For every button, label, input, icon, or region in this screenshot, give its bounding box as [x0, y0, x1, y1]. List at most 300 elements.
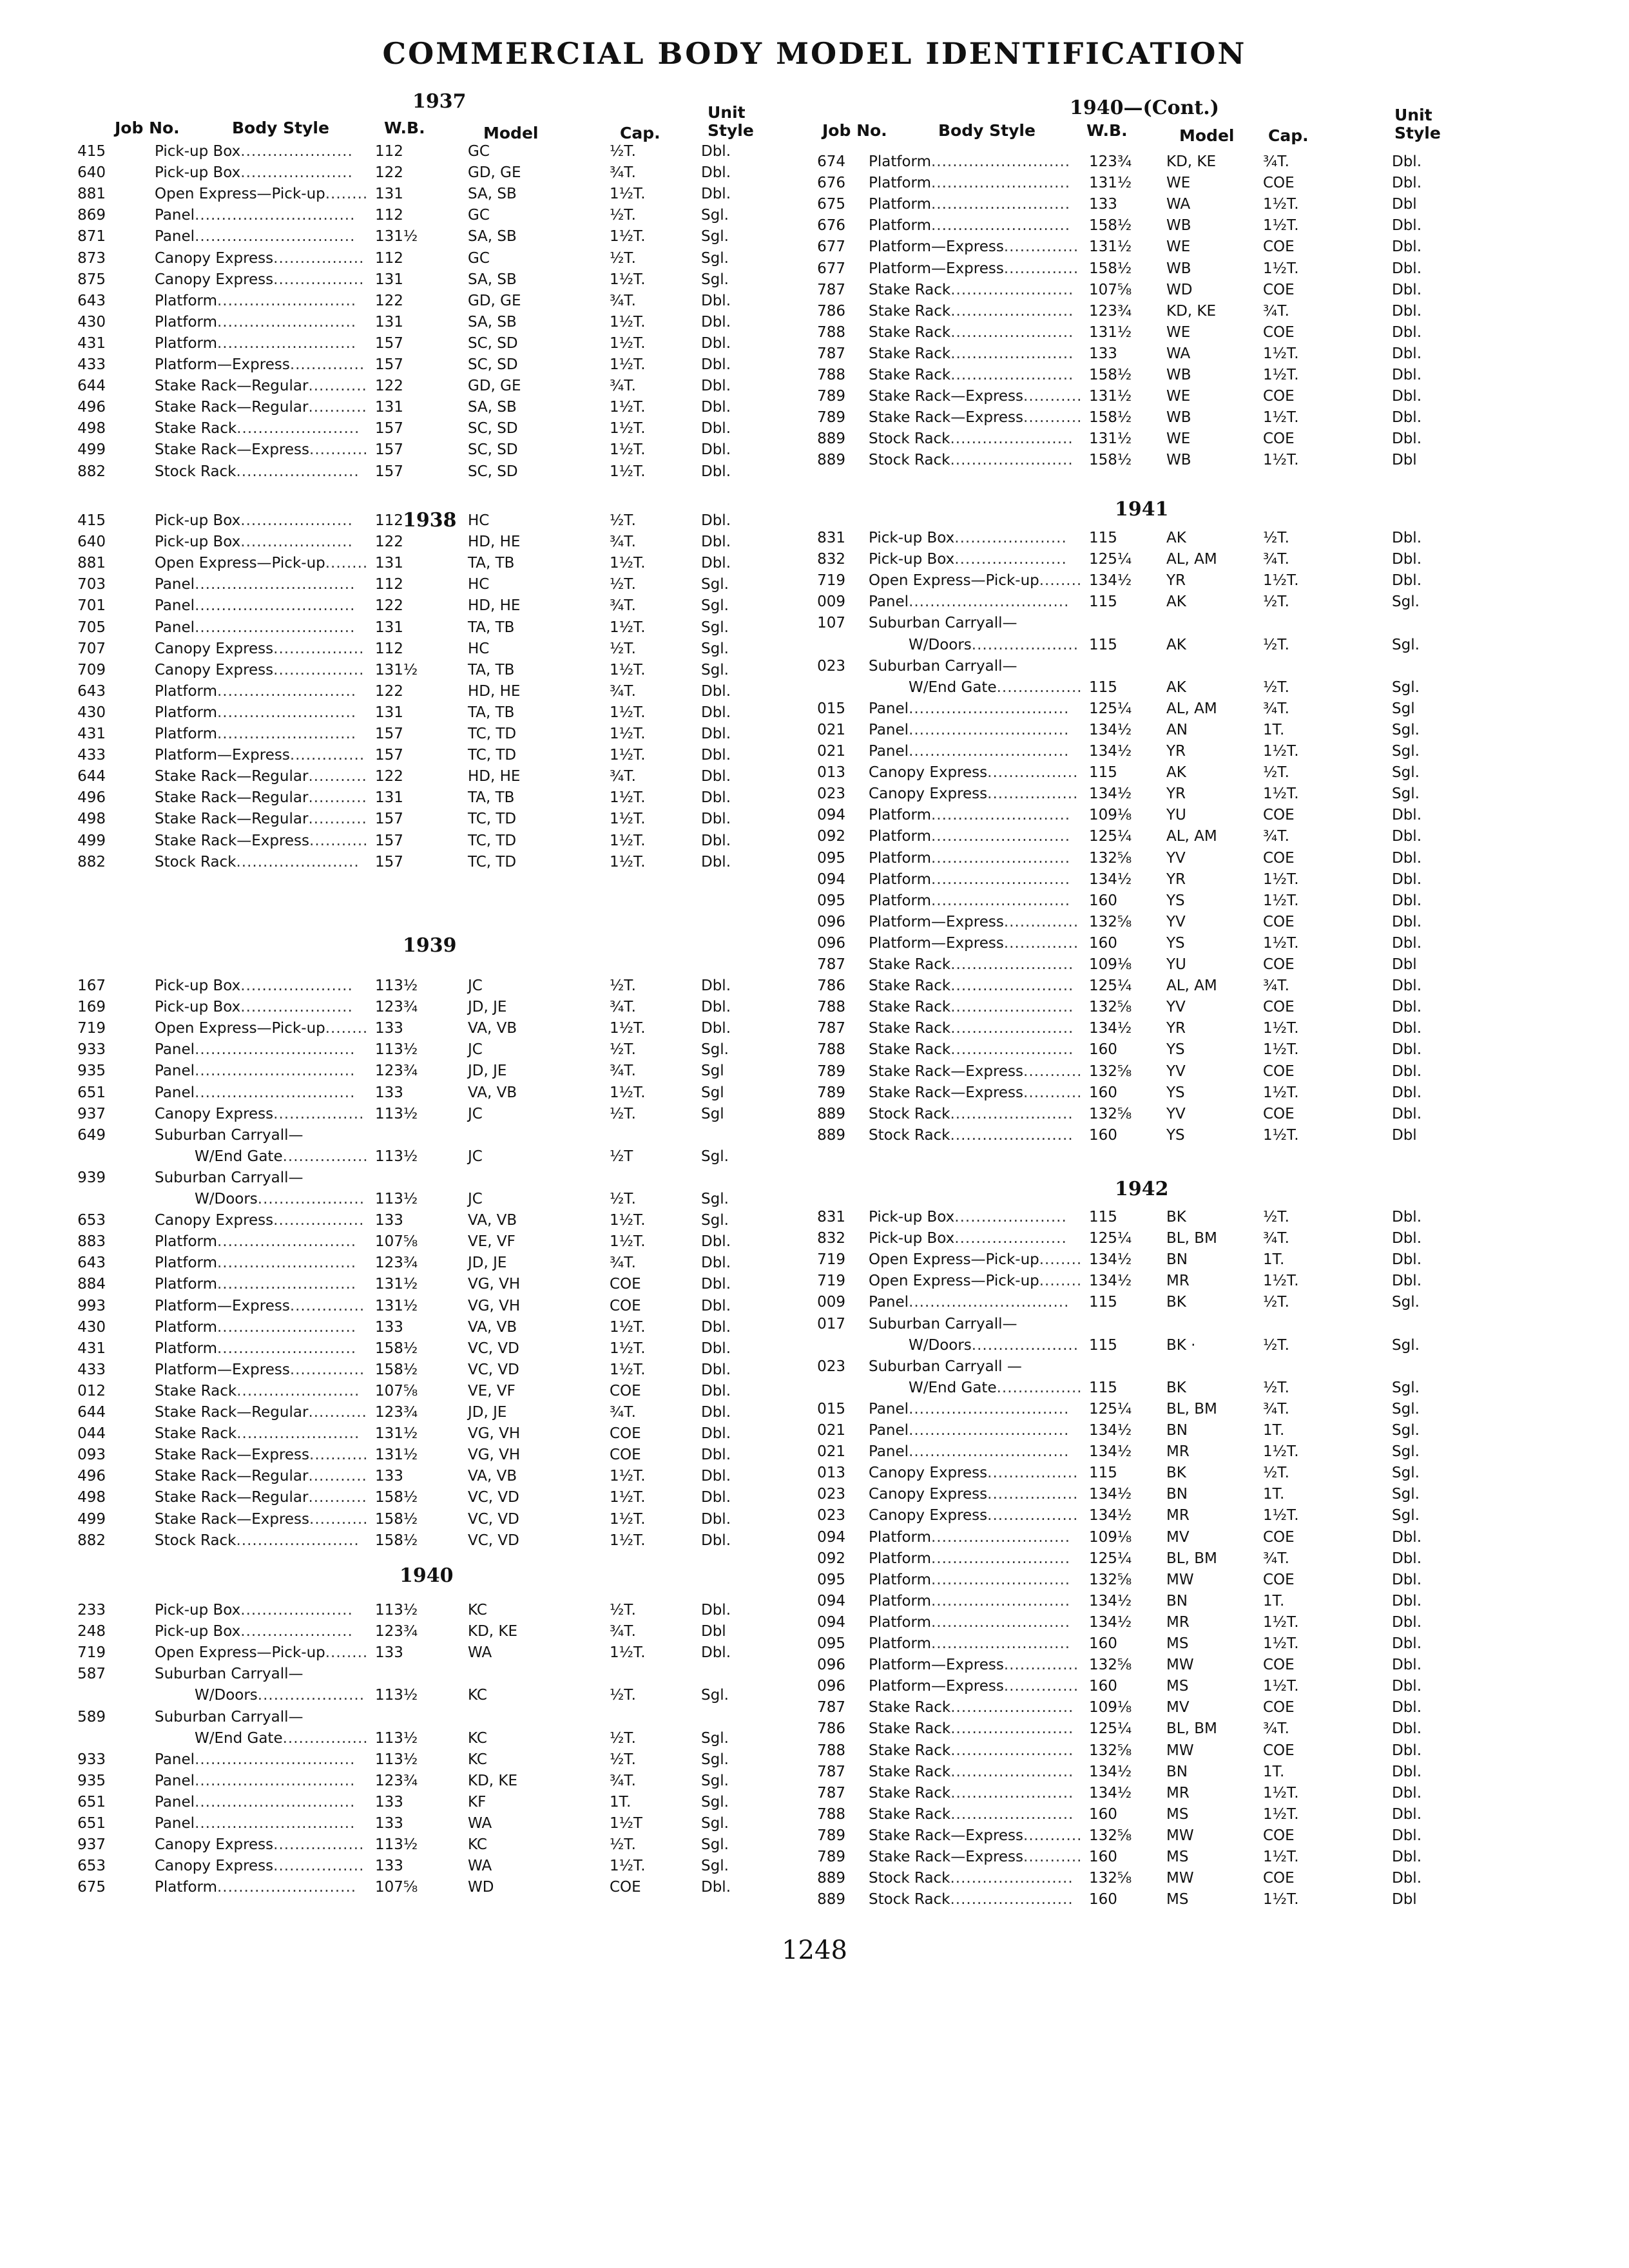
capacity: COE	[1263, 1699, 1295, 1716]
job-number: 496	[77, 399, 106, 416]
model-code: VA, VB	[468, 1468, 517, 1485]
leader-dots: ...........	[309, 1510, 369, 1528]
wheelbase: 158½	[375, 1340, 418, 1357]
model-code: AK	[1166, 593, 1186, 611]
capacity: COE	[1263, 1062, 1295, 1080]
leader-dots: ..........................	[217, 1254, 357, 1272]
body-style-text: Canopy Express	[155, 640, 274, 657]
model-code: SC, SD	[468, 463, 518, 480]
body-style	[869, 551, 1089, 568]
model-code: VC, VD	[468, 1340, 519, 1357]
capacity: ½T.	[1263, 1465, 1289, 1482]
body-style	[155, 1404, 375, 1421]
body-style-text: Panel	[869, 1294, 909, 1311]
body-style-text: Platform	[155, 334, 217, 352]
body-style	[155, 1041, 375, 1058]
unit-style: Dbl.	[701, 463, 731, 480]
leader-dots: .....................	[240, 512, 353, 529]
capacity: 1½T.	[610, 726, 646, 742]
body-style-text: Stake Rack	[869, 977, 951, 995]
body-style-text: Pick-up Box	[155, 533, 241, 551]
unit-style: Dbl.	[1392, 551, 1422, 568]
capacity: ¾T.	[1263, 551, 1289, 568]
job-number: 701	[77, 597, 106, 615]
job-number: 023	[817, 1486, 845, 1503]
body-style	[869, 1571, 1089, 1588]
capacity: 1½T.	[610, 441, 646, 459]
body-style-text: Stock Rack	[869, 452, 950, 469]
leader-dots: .......................	[236, 1382, 360, 1399]
job-number: 789	[817, 1062, 845, 1080]
model-code: GC	[468, 207, 490, 224]
body-style-text: Open Express—Pick-up	[869, 1251, 1039, 1269]
body-style-text: Panel	[155, 576, 195, 593]
unit-style: Sgl.	[1392, 1422, 1420, 1439]
body-style-text: Stock Rack	[155, 1532, 236, 1549]
body-style-text: Pick-up Box	[869, 551, 955, 568]
leader-dots: .....................	[240, 1602, 353, 1619]
model-code: MS	[1166, 1678, 1189, 1695]
unit-style: Dbl.	[701, 1404, 731, 1421]
leader-dots: ................	[282, 1729, 369, 1747]
unit-style: Sgl.	[701, 619, 729, 636]
unit-style: Dbl.	[1392, 430, 1422, 448]
leader-dots: ..........................	[931, 849, 1071, 867]
wheelbase: 157	[375, 463, 403, 480]
body-style	[155, 726, 375, 742]
body-style	[869, 658, 1089, 675]
job-number: 889	[817, 1870, 845, 1887]
body-style	[155, 747, 375, 764]
capacity: 1½T.	[610, 463, 646, 480]
body-style-text: Stock Rack	[869, 1126, 950, 1144]
capacity: COE	[610, 1382, 641, 1399]
unit-style: Sgl	[701, 1062, 724, 1080]
wheelbase: 131	[375, 313, 403, 331]
job-number: 873	[77, 249, 106, 267]
capacity: COE	[1263, 281, 1295, 298]
job-number: 719	[77, 1020, 106, 1037]
capacity: 1½T.	[1263, 892, 1299, 909]
wheelbase: 131½	[1089, 238, 1132, 256]
job-number: 093	[77, 1446, 106, 1464]
unit-style: Dbl.	[1392, 807, 1422, 824]
capacity: ½T.	[610, 207, 636, 224]
body-style	[869, 1550, 1089, 1567]
unit-style: Dbl.	[701, 313, 731, 331]
leader-dots: .......................	[950, 1891, 1074, 1908]
job-number: 095	[817, 849, 845, 867]
left-header-job: Job No.	[115, 119, 180, 137]
unit-style: Dbl.	[1392, 999, 1422, 1016]
unit-style: Dbl.	[1392, 530, 1422, 546]
body-style-text: Pick-up Box	[155, 1602, 241, 1619]
body-style-text: Stake Rack	[155, 420, 237, 437]
job-number: 677	[817, 260, 845, 277]
capacity: COE	[1263, 1105, 1295, 1122]
leader-dots: ........	[1039, 572, 1083, 590]
leader-dots: ...........	[308, 399, 367, 416]
unit-style: Dbl.	[701, 832, 731, 849]
body-style-text: Stake Rack—Express	[869, 409, 1024, 427]
wheelbase: 113½	[375, 977, 418, 994]
model-code: YS	[1166, 1041, 1185, 1059]
body-style-text: Panel	[869, 721, 909, 738]
job-number: 092	[817, 828, 845, 845]
model-code: VG, VH	[468, 1276, 521, 1293]
job-number: 937	[77, 1105, 106, 1122]
body-style	[155, 533, 375, 550]
body-style-text: Platform—Express	[869, 238, 1004, 256]
wheelbase: 131½	[1089, 430, 1132, 448]
unit-style: Dbl.	[1392, 1827, 1422, 1844]
unit-style: Sgl.	[701, 1836, 729, 1854]
job-number: 499	[77, 441, 106, 459]
body-style	[155, 1879, 375, 1896]
body-style	[155, 143, 375, 160]
model-code: BN	[1166, 1422, 1188, 1439]
body-style-text: Canopy Express	[869, 764, 988, 782]
body-style	[195, 1730, 375, 1747]
capacity: ½T.	[1263, 764, 1289, 782]
leader-dots: ........	[325, 555, 369, 572]
wheelbase: 131	[375, 704, 403, 721]
wheelbase: 113½	[375, 1041, 418, 1059]
unit-style: Dbl.	[701, 999, 731, 1016]
body-style	[869, 260, 1089, 277]
model-code: SA, SB	[468, 313, 517, 331]
job-number: 431	[77, 334, 106, 352]
body-style	[155, 576, 375, 593]
left-year-heading: 1939	[403, 934, 457, 957]
body-style	[155, 789, 375, 806]
body-style-text: W/Doors	[195, 1687, 258, 1704]
model-code: KF	[468, 1793, 487, 1811]
capacity: 1½T.	[1263, 1784, 1299, 1802]
capacity: 1T.	[610, 1793, 631, 1811]
body-style-text: Platform—Express	[869, 260, 1004, 277]
job-number: 653	[77, 1212, 106, 1229]
wheelbase: 132⅝	[1089, 1870, 1132, 1887]
model-code: BK	[1166, 1209, 1186, 1225]
leader-dots: ..........................	[931, 870, 1071, 888]
body-style	[155, 1062, 375, 1079]
unit-style: Dbl.	[1392, 1849, 1422, 1865]
wheelbase: 134½	[1089, 1784, 1132, 1802]
wheelbase: 158½	[375, 1532, 418, 1549]
capacity: 1½T.	[1263, 1020, 1299, 1037]
model-code: WA	[1166, 196, 1191, 213]
leader-dots: ..............................	[195, 576, 356, 593]
leader-dots: .......................	[950, 430, 1074, 448]
leader-dots: ..............................	[909, 1443, 1070, 1461]
job-number: 719	[77, 1644, 106, 1662]
wheelbase: 157	[375, 747, 403, 764]
body-style-text: Platform	[155, 1340, 217, 1357]
capacity: 1½T.	[610, 811, 646, 828]
leader-dots: ..........................	[217, 726, 357, 742]
body-style	[155, 683, 375, 700]
wheelbase: 131½	[375, 1276, 418, 1293]
body-style-text: Stake Rack	[869, 956, 951, 973]
capacity: COE	[1263, 323, 1295, 341]
wheelbase: 131	[375, 271, 403, 288]
unit-style: Dbl.	[1392, 1020, 1422, 1037]
unit-style: Dbl.	[1392, 1784, 1422, 1802]
model-code: VC, VD	[468, 1532, 519, 1549]
body-style-text: Panel	[869, 1422, 909, 1439]
leader-dots: .....................	[240, 999, 353, 1016]
capacity: ½T.	[1263, 1379, 1289, 1396]
body-style	[155, 1511, 375, 1528]
body-style-text: Suburban Carryall —	[869, 1358, 1022, 1375]
unit-style: Dbl	[1392, 956, 1417, 973]
unit-style: Dbl.	[701, 555, 731, 572]
model-code: SA, SB	[468, 228, 517, 245]
unit-style: Sgl.	[701, 1687, 729, 1704]
model-code: BN	[1166, 1763, 1188, 1780]
body-style-text: Panel	[155, 228, 195, 245]
unit-style: Sgl.	[1392, 1379, 1420, 1396]
body-style-text: Stake Rack—Regular	[155, 789, 309, 807]
wheelbase: 133	[375, 1815, 403, 1832]
leader-dots: ........	[325, 186, 369, 203]
unit-style: Sgl.	[701, 597, 729, 615]
job-number: 430	[77, 1318, 106, 1336]
leader-dots: ..............	[1003, 1678, 1079, 1695]
body-style-text: Pick-up Box	[155, 164, 241, 182]
body-style-text: Panel	[155, 1751, 195, 1768]
wheelbase: 131½	[1089, 388, 1132, 405]
body-style	[869, 1358, 1089, 1375]
leader-dots: ........	[1039, 1251, 1083, 1269]
model-code: YR	[1166, 870, 1186, 888]
body-style	[869, 1763, 1089, 1780]
wheelbase: 133	[375, 1084, 403, 1101]
leader-dots: ...........	[308, 811, 367, 828]
body-style	[155, 420, 375, 437]
body-style	[869, 807, 1089, 823]
body-style	[869, 1720, 1089, 1737]
unit-style: Sgl.	[701, 1041, 729, 1059]
capacity: COE	[1263, 1827, 1295, 1844]
wheelbase: 134½	[1089, 1273, 1132, 1290]
job-number: 096	[817, 1678, 845, 1695]
body-style	[155, 640, 375, 657]
model-code: YV	[1166, 849, 1186, 867]
capacity: COE	[1263, 430, 1295, 448]
model-code: JC	[468, 1191, 483, 1207]
capacity: 1½T.	[610, 1858, 646, 1875]
job-number: 939	[77, 1169, 106, 1186]
capacity: 1T.	[1263, 1251, 1285, 1269]
body-style	[909, 1379, 1089, 1396]
leader-dots: ..........................	[931, 196, 1071, 213]
capacity: 1½T.	[1263, 217, 1299, 235]
body-style-text: W/End Gate	[909, 1379, 997, 1396]
wheelbase: 158½	[375, 1361, 418, 1378]
unit-style: Sgl.	[1392, 1336, 1420, 1354]
body-style-text: Open Express—Pick-up	[155, 555, 325, 572]
right-year-heading: 1942	[1115, 1178, 1169, 1200]
model-code: MS	[1166, 1849, 1189, 1865]
left-header-model: Model	[483, 124, 539, 142]
unit-style: Dbl.	[701, 292, 731, 309]
model-code: YV	[1166, 1105, 1186, 1122]
capacity: ½T.	[610, 512, 636, 529]
leader-dots: ..........................	[931, 217, 1071, 235]
model-code: WE	[1166, 238, 1191, 256]
body-style-text: Stake Rack	[869, 1763, 951, 1780]
wheelbase: 122	[375, 768, 403, 785]
unit-style: Dbl.	[701, 853, 731, 870]
body-style-text: Pick-up Box	[869, 1230, 955, 1247]
leader-dots: ..............	[289, 356, 365, 373]
wheelbase: 134½	[1089, 1763, 1132, 1780]
body-style-text: Suburban Carryall—	[869, 1315, 1017, 1332]
body-style-text: Platform	[869, 892, 931, 909]
unit-style: Dbl.	[1392, 323, 1422, 341]
leader-dots: ..........................	[217, 292, 357, 309]
wheelbase: 131	[375, 186, 403, 203]
leader-dots: ..........................	[931, 1613, 1071, 1631]
capacity: 1½T.	[610, 747, 646, 764]
body-style-text: Canopy Express	[869, 1507, 988, 1524]
job-number: 095	[817, 1635, 845, 1652]
body-style-text: Open Express—Pick-up	[869, 572, 1039, 590]
job-number: 167	[77, 977, 106, 994]
wheelbase: 122	[375, 164, 403, 182]
model-code: WD	[1166, 281, 1193, 298]
body-style	[155, 619, 375, 636]
job-number: 884	[77, 1276, 106, 1293]
unit-style: Sgl.	[701, 1772, 729, 1789]
unit-style: Dbl.	[1392, 934, 1422, 952]
leader-dots: .....................	[954, 530, 1067, 546]
body-style	[155, 1644, 375, 1661]
job-number: 415	[77, 512, 106, 529]
leader-dots: ..........................	[931, 1550, 1071, 1567]
wheelbase: 113½	[375, 1751, 418, 1768]
wheelbase: 109⅛	[1089, 1699, 1132, 1716]
capacity: 1½T.	[610, 228, 646, 245]
job-number: 012	[77, 1382, 106, 1399]
capacity: ¾T.	[610, 1062, 636, 1080]
capacity: 1½T.	[1263, 1084, 1299, 1101]
body-style	[869, 828, 1089, 845]
unit-style: Sgl.	[1392, 1294, 1420, 1311]
wheelbase: 131½	[375, 1297, 418, 1314]
wheelbase: 134½	[1089, 1592, 1132, 1610]
capacity: ½T.	[610, 1687, 636, 1704]
body-style	[155, 314, 375, 331]
leader-dots: ..............................	[195, 1793, 356, 1811]
job-number: 882	[77, 853, 106, 870]
body-style	[155, 356, 375, 373]
model-code: VG, VH	[468, 1297, 521, 1314]
body-style-text: W/Doors	[909, 1336, 972, 1354]
wheelbase: 123¾	[375, 1062, 418, 1080]
leader-dots: .....................	[954, 1209, 1067, 1225]
capacity: COE	[1263, 913, 1295, 930]
body-style-text: Stake Rack—Express	[869, 1849, 1024, 1865]
capacity: ½T.	[1263, 593, 1289, 611]
body-style	[869, 977, 1089, 994]
wheelbase: 122	[375, 597, 403, 615]
job-number: 433	[77, 356, 106, 373]
wheelbase: 134½	[1089, 1613, 1132, 1631]
body-style	[155, 1623, 375, 1640]
leader-dots: ..........................	[931, 1635, 1071, 1652]
body-style	[155, 512, 375, 529]
body-style	[869, 615, 1089, 631]
body-style-text: Platform	[869, 870, 931, 888]
unit-style: Dbl.	[1392, 1870, 1422, 1887]
wheelbase: 132⅝	[1089, 1571, 1132, 1588]
body-style	[155, 335, 375, 352]
wheelbase: 158½	[375, 1489, 418, 1506]
body-style-text: Stake Rack—Express	[869, 1062, 1024, 1080]
model-code: TA, TB	[468, 555, 515, 572]
capacity: ¾T.	[610, 597, 636, 615]
leader-dots: ..............................	[195, 1041, 356, 1059]
model-code: VC, VD	[468, 1489, 519, 1506]
model-code: JC	[468, 1041, 483, 1059]
body-style	[869, 409, 1089, 426]
unit-style: Sgl.	[701, 1212, 729, 1229]
left-year-heading: 1940	[400, 1564, 454, 1587]
unit-style: Dbl.	[701, 1382, 731, 1399]
body-style	[869, 196, 1089, 213]
model-code: AK	[1166, 678, 1186, 696]
body-style	[869, 1657, 1089, 1673]
leader-dots: ...........	[1023, 1849, 1083, 1865]
unit-style: Dbl.	[701, 1020, 731, 1037]
leader-dots: ..............................	[195, 1062, 356, 1080]
body-style	[869, 1209, 1089, 1225]
wheelbase: 109⅛	[1089, 956, 1132, 973]
wheelbase: 125¼	[1089, 1400, 1132, 1418]
job-number: 787	[817, 1763, 845, 1780]
body-style	[869, 1294, 1089, 1311]
unit-style: Sgl.	[701, 228, 729, 245]
model-code: MS	[1166, 1635, 1189, 1652]
model-code: AL, AM	[1166, 828, 1217, 845]
wheelbase: 122	[375, 378, 403, 395]
unit-style: Dbl.	[701, 1340, 731, 1357]
job-number: 875	[77, 271, 106, 288]
leader-dots: .......................	[950, 1105, 1074, 1122]
job-number: 831	[817, 530, 845, 546]
model-code: JC	[468, 977, 483, 994]
job-number: 788	[817, 323, 845, 341]
body-style-text: Canopy Express	[155, 1212, 274, 1229]
model-code: GC	[468, 249, 490, 267]
unit-style: Sgl.	[701, 1858, 729, 1875]
capacity: 1½T.	[610, 789, 646, 807]
unit-style: Dbl.	[1392, 1062, 1422, 1080]
leader-dots: .................	[273, 661, 365, 678]
leader-dots: .......................	[950, 367, 1074, 383]
model-code: MR	[1166, 1784, 1190, 1802]
leader-dots: .......................	[950, 1699, 1074, 1716]
job-number: 883	[77, 1233, 106, 1251]
leader-dots: ................	[996, 678, 1083, 696]
capacity: 1T.	[1263, 1422, 1285, 1439]
right-header-model: Model	[1179, 126, 1235, 145]
capacity: 1½T.	[610, 661, 646, 678]
capacity: 1½T.	[1263, 572, 1299, 590]
